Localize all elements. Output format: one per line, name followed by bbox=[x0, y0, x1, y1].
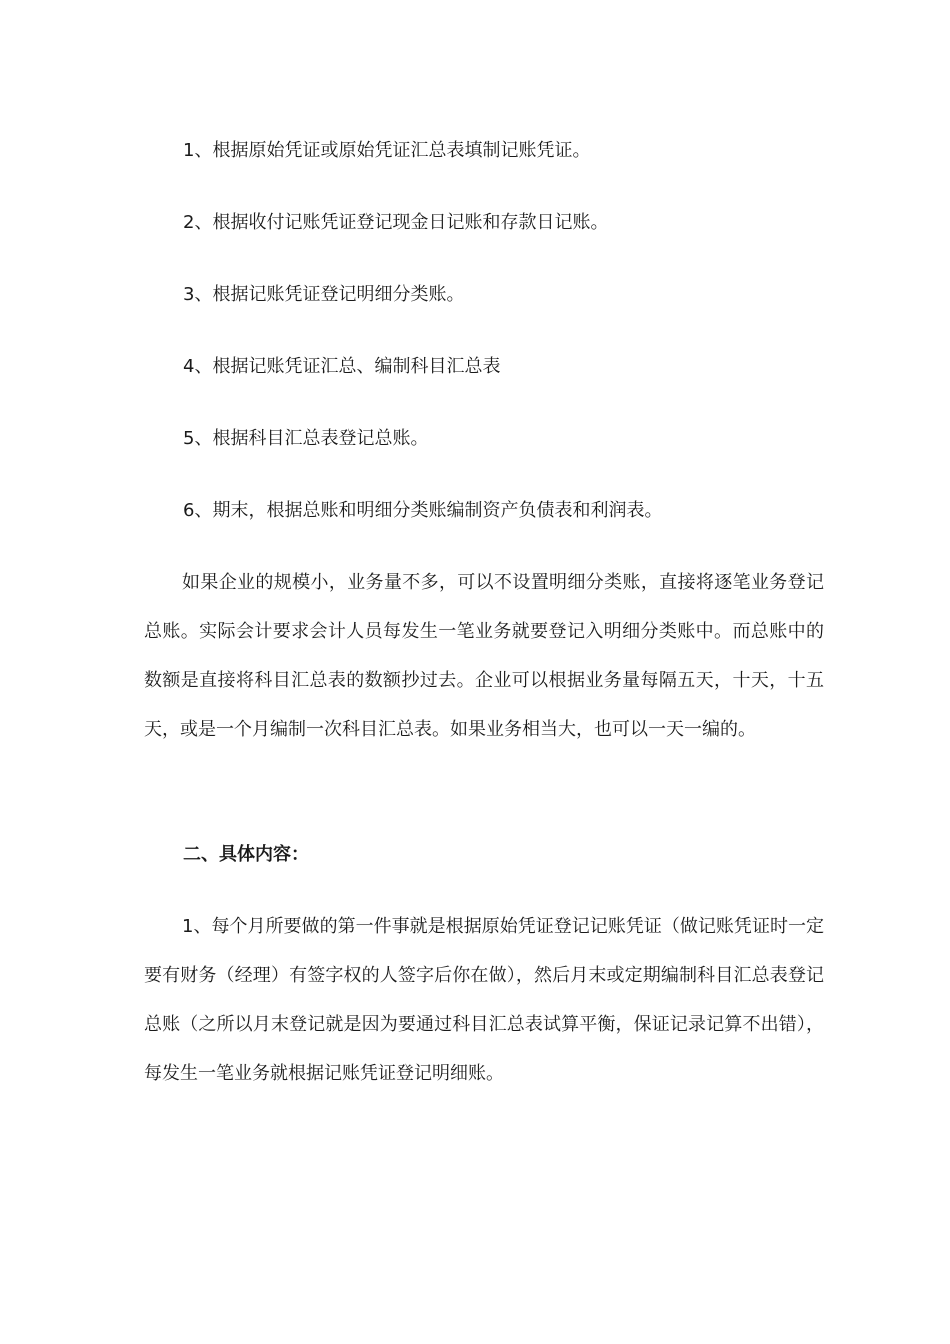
step-item-6: 6、期末，根据总账和明细分类账编制资产负债表和利润表。 bbox=[183, 500, 663, 521]
step-item-4: 4、根据记账凭证汇总、编制科目汇总表 bbox=[183, 356, 501, 377]
summary-paragraph: 如果企业的规模小，业务量不多，可以不设置明细分类账，直接将逐笔业务登记总账。实际会计要求会计人员每发生一笔业务就要登记入明细分类账中。而总账中的数额是直接将科目汇总表的数额抄过去。企业可以根据业务量每隔五天，十天，十五天，或是一个月编制一次科目汇总表。如果业务相当大，也可以一天一编的。 bbox=[144, 572, 824, 740]
step-item-5: 5、根据科目汇总表登记总账。 bbox=[183, 428, 429, 449]
content-paragraph: 1、每个月所要做的第一件事就是根据原始凭证登记记账凭证（做记账凭证时一定要有财务（经理）有签字权的人签字后你在做），然后月末或定期编制科目汇总表登记总账（之所以月末登记就是因为要通过科目汇总表试算平衡，保证记录记算不出错），每发生一笔业务就根据记账凭证登记明细账。 bbox=[144, 916, 824, 1084]
section-heading: 二、具体内容： bbox=[183, 844, 309, 865]
step-item-2: 2、根据收付记账凭证登记现金日记账和存款日记账。 bbox=[183, 212, 609, 233]
step-item-3: 3、根据记账凭证登记明细分类账。 bbox=[183, 284, 465, 305]
step-item-1: 1、根据原始凭证或原始凭证汇总表填制记账凭证。 bbox=[183, 140, 591, 161]
